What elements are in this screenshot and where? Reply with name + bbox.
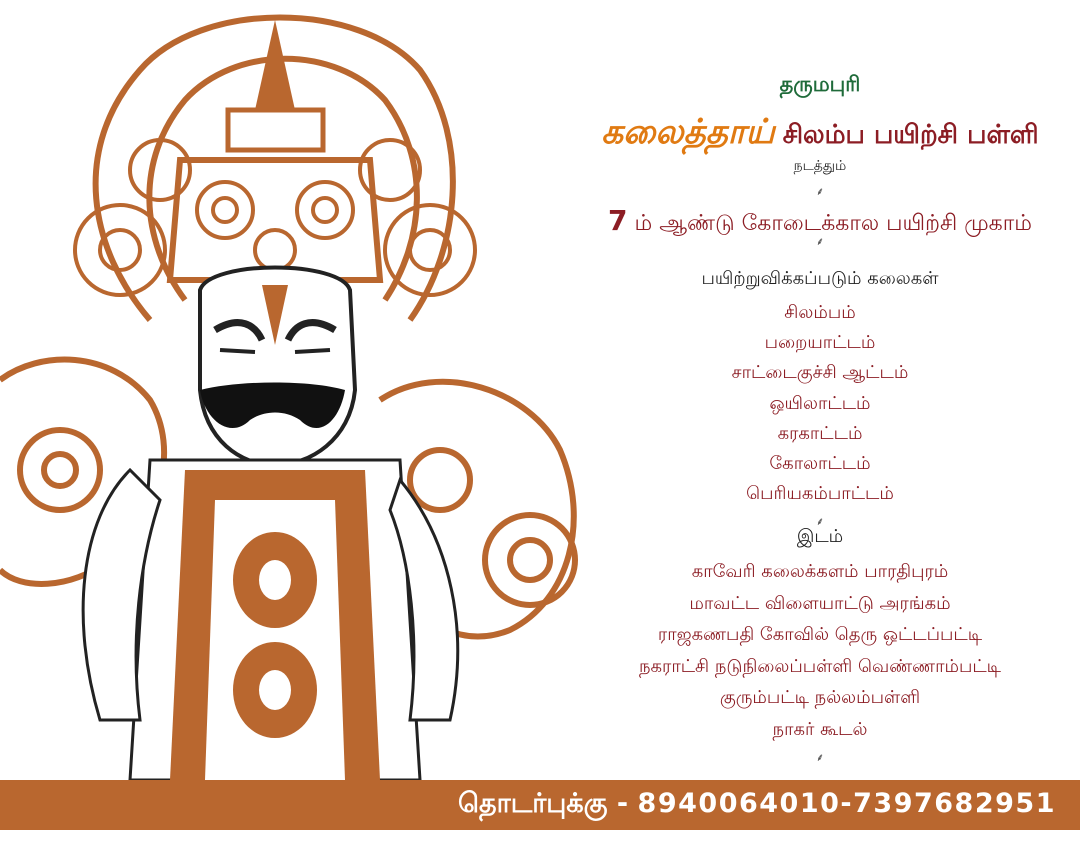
art-item: கரகாட்டம்	[777, 422, 863, 444]
ornament-divider: ⸙	[815, 751, 825, 764]
art-item: பெரியகம்பாட்டம்	[746, 483, 894, 505]
venue-item: குரும்பட்டி நல்லம்பள்ளி	[719, 687, 921, 708]
arts-heading: பயிற்றுவிக்கப்படும் கலைகள்	[701, 268, 939, 289]
camp-number: 7	[608, 204, 628, 237]
camp-title-text: ம் ஆண்டு கோடைக்கால பயிற்சி முகாம்	[634, 211, 1032, 236]
art-item: கோலாட்டம்	[769, 452, 871, 474]
venue-item: காவேரி கலைக்களம் பாரதிபுரம்	[691, 561, 949, 582]
school-name: சிலம்ப பயிற்சி பள்ளி	[782, 120, 1039, 150]
venue-item: நகராட்சி நடுநிலைப்பள்ளி வெண்ணாம்பட்டி	[638, 655, 1002, 677]
phone-numbers: 8940064010-7397682951	[637, 788, 1056, 819]
contact-footer	[0, 780, 1080, 830]
venue-item: நாகர் கூடல்	[772, 718, 868, 740]
venues-list	[560, 556, 1080, 745]
contact-separator: -	[616, 788, 629, 819]
contact-line	[458, 788, 1056, 823]
ornament-divider: ⸙	[815, 185, 825, 198]
venue-heading: இடம்	[796, 526, 844, 547]
crown-band	[170, 160, 380, 280]
art-item: சிலம்பம்	[784, 302, 856, 323]
conducts-label: நடத்தும்	[793, 158, 847, 174]
school-logo-text: கலைத்தாய்	[601, 112, 775, 152]
arts-list	[560, 298, 1080, 509]
venue-item: மாவட்ட விளையாட்டு அரங்கம்	[689, 592, 951, 614]
school-title	[560, 112, 1080, 156]
ornament-divider: ⸙	[815, 235, 825, 248]
art-item: சாட்டைகுச்சி ஆட்டம்	[731, 362, 909, 384]
district-name: தருமபுரி	[779, 72, 861, 96]
venue-item: ராஜகணபதி கோவில் தெரு ஒட்டப்பட்டி	[657, 624, 983, 645]
art-item: ஒயிலாட்டம்	[769, 392, 871, 414]
art-item: பறையாட்டம்	[764, 332, 876, 354]
contact-label: தொடர்புக்கு	[458, 788, 608, 819]
ornament-divider: ⸙	[815, 515, 825, 528]
crown-finial	[255, 20, 295, 110]
